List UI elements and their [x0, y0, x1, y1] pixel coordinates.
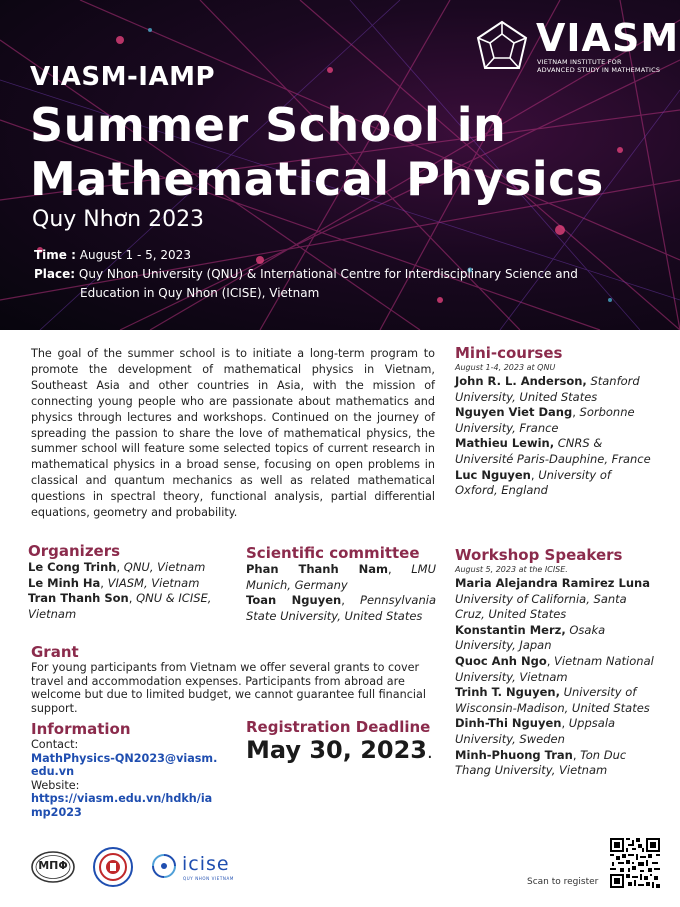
- place-row: [34, 264, 578, 284]
- icise-spiral-icon: [150, 852, 178, 880]
- workshop-section: [455, 546, 655, 779]
- time-value: August 1 - 5, 2023: [79, 248, 191, 262]
- place-value-line1: Quy Nhon University (QNU) & International Centre for Interdisciplinary Science and: [78, 267, 578, 281]
- workshop-person: Quoc Anh Ngo, Vietnam National University, Vietnam: [455, 653, 654, 684]
- icise-logo-text: icise: [182, 853, 230, 875]
- minicourse-person: Luc Nguyen, University of Oxford, England: [455, 467, 611, 498]
- minicourse-person: Mathieu Lewin, CNRS & Université Paris-Dauphine, France: [455, 436, 651, 466]
- icise-logo: [150, 852, 240, 882]
- workshop-note: August 5, 2023 at the ICISE.: [455, 565, 568, 574]
- website-link[interactable]: https://viasm.edu.vn/hdkh/ia mp2023: [31, 792, 213, 819]
- committee-person: Phan Thanh Nam, LMU Munich, Germany: [246, 562, 437, 592]
- committee-heading: Scientific committee: [246, 544, 420, 562]
- page-title: Summer School in Mathematical Physics: [30, 98, 604, 206]
- organizer-person: Tran Thanh Son, QNU & ICISE, Vietnam: [28, 591, 212, 621]
- information-section: [31, 720, 241, 820]
- supertitle: VIASM-IAMP: [30, 62, 216, 92]
- registration-heading: Registration Deadline: [246, 718, 431, 736]
- mpf-logo-text: MΠΦ: [38, 859, 68, 872]
- minicourses-section: [455, 344, 655, 499]
- organizers-heading: Organizers: [28, 542, 121, 560]
- icise-logo-sub: QUY NHON VIETNAM: [183, 876, 234, 881]
- logo-brand: VIASM: [536, 16, 680, 60]
- workshop-person: Trinh T. Nguyen, University of Wisconsin-Madison, United States: [455, 685, 650, 715]
- workshop-person: Dinh-Thi Nguyen, Uppsala University, Sweden: [455, 716, 616, 746]
- workshop-person: Maria Alejandra Ramirez Luna University of California, Santa Cruz, United States: [455, 576, 650, 622]
- contact-email-link[interactable]: MathPhysics-QN2023@viasm. edu.vn: [31, 751, 218, 779]
- minicourse-person: Nguyen Viet Dang, Sorbonne University, France: [455, 405, 635, 435]
- minicourses-note: August 1-4, 2023 at QNU: [455, 363, 556, 372]
- website-label: Website:: [31, 778, 80, 792]
- location-year: Quy Nhơn 2023: [32, 207, 205, 232]
- workshop-person: Konstantin Merz, Osaka University, Japan: [455, 622, 606, 653]
- registration-date: May 30, 2023.: [246, 736, 433, 764]
- information-heading: Information: [31, 720, 131, 738]
- qnu-logo: [92, 846, 134, 888]
- workshop-heading: Workshop Speakers: [455, 546, 623, 564]
- minicourse-person: John R. L. Anderson, Stanford University, United States: [455, 374, 640, 404]
- intro-paragraph: The goal of the summer school is to initiate a long-term program to promote the development of mathematical physics in Vietnam, Southeast Asia and other countries in Asia, with the mission of connecting young people who are passionate about mathematics and physics through lectures and workshops. Continued on the journey of spreading the passion to share the love of mathematical physics, the summer school will feature some selected topics of current research in mathematical physics in a broad sense, focusing on open problems in classical and quantum mechanics as well as related mathematical questions in spectral theory, functional analysis, partial differential equations, geometry and probability.: [31, 347, 435, 520]
- workshop-person: Minh-Phuong Tran, Ton Duc Thang University, Vietnam: [455, 747, 627, 778]
- place-value-line2: Education in Quy Nhon (ICISE), Vietnam: [80, 286, 320, 300]
- dodecahedron-icon: [474, 20, 530, 76]
- viasm-logo: [474, 16, 680, 78]
- grant-heading: Grant: [31, 643, 79, 661]
- committee-person: Toan Nguyen, Pennsylvania State University, United States: [246, 593, 436, 623]
- organizer-person: Le Minh Ha, VIASM, Vietnam: [28, 575, 200, 590]
- qr-caption: Scan to register: [527, 877, 599, 887]
- mpf-logo: [30, 850, 76, 884]
- registration-section: [246, 718, 446, 764]
- hero-banner: [0, 0, 680, 330]
- logo-subtitle: VIETNAM INSTITUTE FOR ADVANCED STUDY IN MATHEMATICS: [537, 58, 661, 74]
- organizer-person: Le Cong Trinh, QNU, Vietnam: [28, 560, 206, 574]
- organizers-section: [28, 542, 228, 622]
- grant-section: [31, 643, 436, 715]
- qnu-seal-icon: [92, 846, 134, 888]
- committee-section: [246, 544, 436, 624]
- qr-code-icon[interactable]: [610, 838, 660, 888]
- minicourses-heading: Mini-courses: [455, 344, 563, 362]
- time-row: [34, 245, 191, 265]
- contact-label: Contact:: [31, 738, 79, 751]
- place-label: Place:: [34, 267, 76, 281]
- time-label: Time :: [34, 248, 76, 262]
- grant-text: For young participants from Vietnam we offer several grants to cover travel and accommodation expenses. Participants from abroad are welcome but due to limited budget, we cannot guarantee full financial support.: [31, 661, 426, 715]
